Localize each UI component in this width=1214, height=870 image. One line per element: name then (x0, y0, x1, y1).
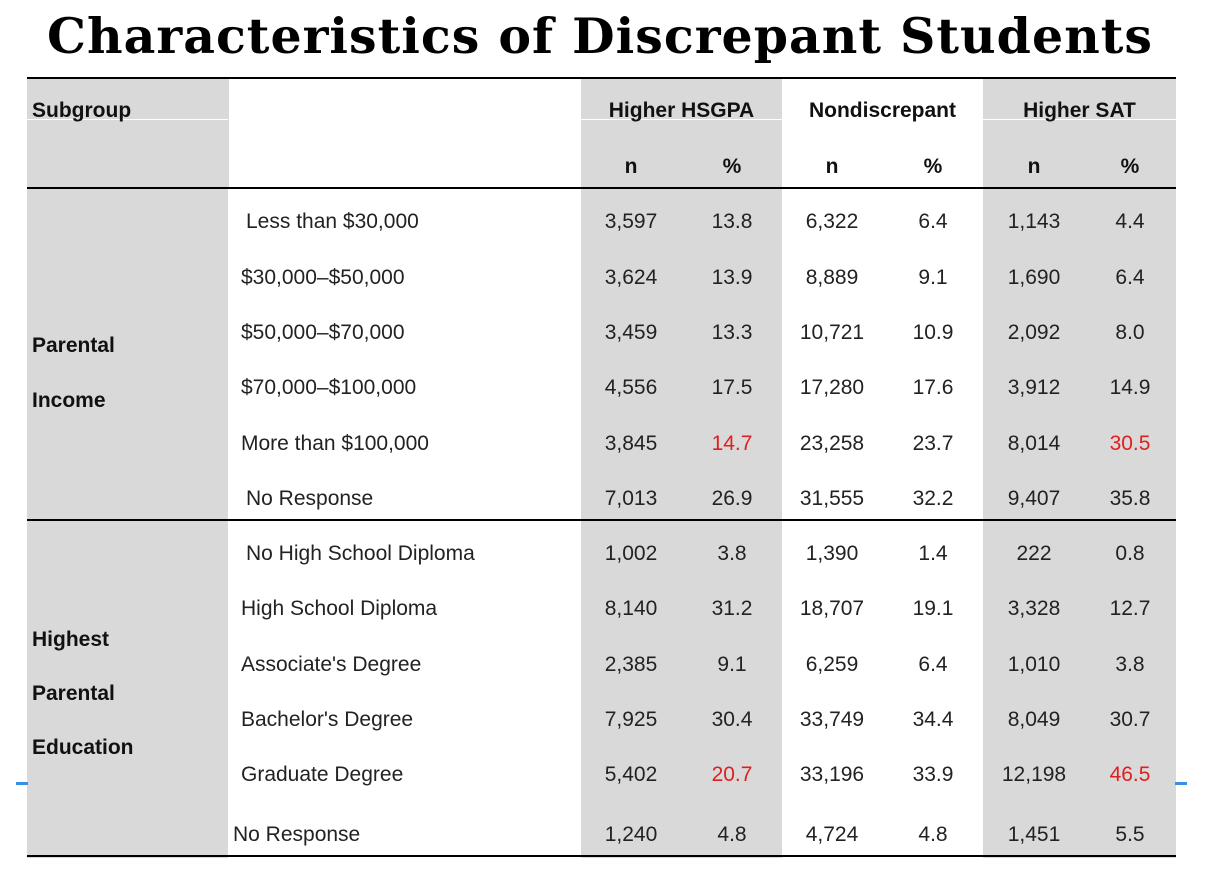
row-label: No High School Diploma (246, 542, 475, 565)
group-label-line: Income (32, 389, 106, 412)
cell-count: 8,140 (604, 597, 658, 620)
cell-percent: 14.9 (1109, 376, 1151, 399)
row-label: Associate's Degree (241, 653, 422, 676)
cell-percent: 17.6 (912, 376, 954, 399)
cell-count: 6,322 (805, 210, 859, 233)
cell-count: 10,721 (799, 321, 865, 344)
cell-percent: 1.4 (918, 542, 948, 565)
cell-count: 1,451 (1007, 823, 1061, 846)
cell-count: 1,240 (604, 823, 658, 846)
cell-count: 7,925 (604, 708, 658, 731)
cell-percent: 8.0 (1115, 321, 1145, 344)
cell-count: 17,280 (799, 376, 865, 399)
cell-count: 3,912 (1007, 376, 1061, 399)
group-label-line: Parental (32, 682, 115, 705)
row-label: No Response (246, 487, 374, 510)
subheader-percent: % (1120, 155, 1140, 178)
cell-percent: 3.8 (717, 542, 747, 565)
cell-count: 7,013 (604, 487, 658, 510)
cell-count: 3,328 (1007, 597, 1061, 620)
cell-percent: 46.5 (1109, 763, 1151, 786)
cell-percent: 4.4 (1115, 210, 1145, 233)
subheader-percent: % (923, 155, 943, 178)
group-label-line: Parental (32, 334, 115, 357)
cell-percent: 31.2 (711, 597, 753, 620)
cell-count: 18,707 (799, 597, 865, 620)
group-label-line: Education (32, 736, 134, 759)
cell-count: 3,597 (604, 210, 658, 233)
group-label-line: Highest (32, 628, 110, 651)
cell-count: 4,724 (805, 823, 859, 846)
cell-percent: 3.8 (1115, 653, 1145, 676)
cell-percent: 0.8 (1115, 542, 1145, 565)
cell-count: 2,385 (604, 653, 658, 676)
cell-count: 3,459 (604, 321, 658, 344)
cell-percent: 32.2 (912, 487, 954, 510)
group-label-parental-income (32, 318, 115, 428)
cell-count: 3,845 (604, 432, 658, 455)
cell-count: 31,555 (799, 487, 865, 510)
cell-percent: 4.8 (918, 823, 948, 846)
subheader-percent: % (722, 155, 742, 178)
header-label-gap (229, 77, 581, 188)
cell-count: 6,259 (805, 653, 859, 676)
cell-count: 1,010 (1007, 653, 1061, 676)
cell-percent: 9.1 (918, 266, 948, 289)
cell-percent: 30.5 (1109, 432, 1151, 455)
cell-count: 1,143 (1007, 210, 1061, 233)
cell-percent: 34.4 (912, 708, 954, 731)
row-label: More than $100,000 (241, 432, 429, 455)
cell-percent: 12.7 (1109, 597, 1151, 620)
cell-count: 1,390 (805, 542, 859, 565)
cell-count: 8,049 (1007, 708, 1061, 731)
right-edge-marker (1175, 782, 1187, 785)
cell-percent: 13.9 (711, 266, 753, 289)
top-rule (27, 77, 1176, 79)
cell-count: 8,014 (1007, 432, 1061, 455)
bottom-rule (27, 855, 1176, 857)
cell-percent: 35.8 (1109, 487, 1151, 510)
cell-percent: 13.3 (711, 321, 753, 344)
sat-column-shade (983, 77, 1176, 858)
cell-percent: 4.8 (717, 823, 747, 846)
cell-percent: 6.4 (1115, 266, 1145, 289)
cell-percent: 10.9 (912, 321, 954, 344)
row-label: $70,000–$100,000 (241, 376, 417, 399)
cell-percent: 5.5 (1115, 823, 1145, 846)
row-label: High School Diploma (241, 597, 438, 620)
cell-count: 5,402 (604, 763, 658, 786)
cell-percent: 13.8 (711, 210, 753, 233)
row-label: Graduate Degree (241, 763, 404, 786)
cell-count: 1,690 (1007, 266, 1061, 289)
cell-percent: 23.7 (912, 432, 954, 455)
cell-count: 8,889 (805, 266, 859, 289)
subheader-n: n (1027, 155, 1041, 178)
cell-count: 1,002 (604, 542, 658, 565)
row-label: $30,000–$50,000 (241, 266, 405, 289)
cell-count: 4,556 (604, 376, 658, 399)
page-title: Characteristics of Discrepant Students (47, 7, 1153, 65)
subheader-n: n (825, 155, 839, 178)
group-header-higher-sat: Higher SAT (1023, 99, 1136, 122)
group-header-higher-hsgpa: Higher HSGPA (608, 99, 755, 122)
row-label: Less than $30,000 (246, 210, 419, 233)
cell-count: 222 (1016, 542, 1052, 565)
cell-percent: 17.5 (711, 376, 753, 399)
cell-percent: 33.9 (912, 763, 954, 786)
cell-count: 3,624 (604, 266, 658, 289)
discrepant-students-table (27, 77, 1176, 858)
cell-count: 12,198 (1001, 763, 1067, 786)
cell-percent: 14.7 (711, 432, 753, 455)
cell-percent: 30.7 (1109, 708, 1151, 731)
cell-percent: 6.4 (918, 653, 948, 676)
cell-percent: 26.9 (711, 487, 753, 510)
cell-count: 2,092 (1007, 321, 1061, 344)
section-rule (27, 519, 1176, 521)
cell-percent: 6.4 (918, 210, 948, 233)
cell-count: 33,749 (799, 708, 865, 731)
cell-percent: 9.1 (717, 653, 747, 676)
cell-count: 9,407 (1007, 487, 1061, 510)
cell-percent: 19.1 (912, 597, 954, 620)
hsgpa-column-shade (581, 77, 782, 858)
row-label: No Response (233, 823, 361, 846)
cell-count: 23,258 (799, 432, 865, 455)
cell-percent: 20.7 (711, 763, 753, 786)
left-edge-marker (16, 782, 28, 785)
subgroup-header: Subgroup (32, 99, 132, 122)
cell-count: 33,196 (799, 763, 865, 786)
group-label-parental-education (32, 613, 134, 775)
header-rule (27, 187, 1176, 189)
row-label: Bachelor's Degree (241, 708, 414, 731)
row-label: $50,000–$70,000 (241, 321, 405, 344)
cell-percent: 30.4 (711, 708, 753, 731)
subheader-n: n (624, 155, 638, 178)
group-header-nondiscrepant: Nondiscrepant (808, 99, 957, 122)
